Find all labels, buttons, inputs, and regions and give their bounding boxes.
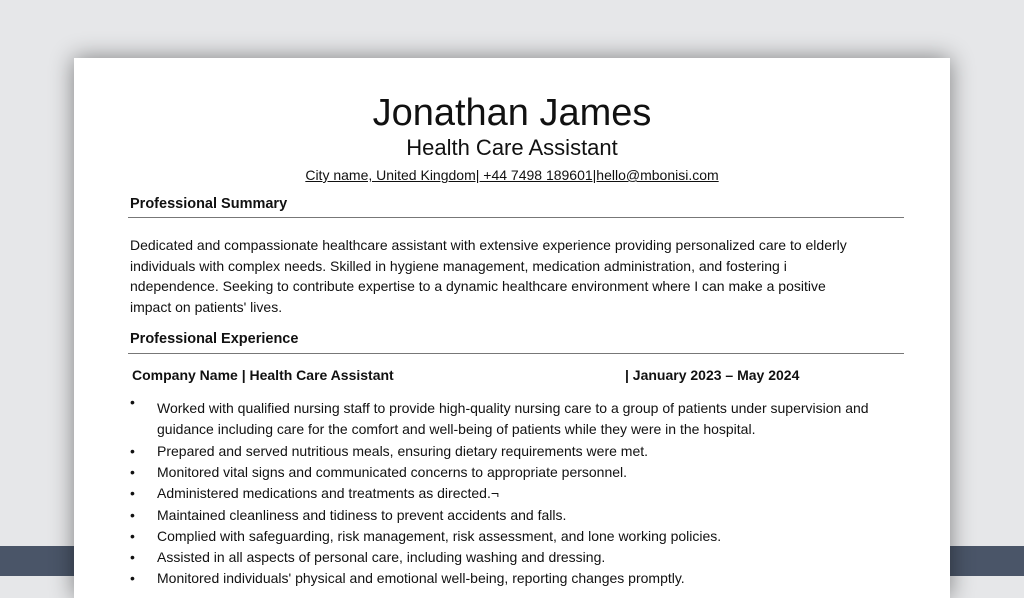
candidate-role: Health Care Assistant bbox=[406, 135, 618, 160]
bullet-icon: • bbox=[130, 549, 135, 565]
candidate-name: Jonathan James bbox=[372, 92, 652, 134]
summary-line: impact on patients' lives. bbox=[130, 299, 283, 316]
summary-paragraph bbox=[130, 235, 900, 318]
bullet-icon: • bbox=[130, 464, 135, 480]
bullet-icon: • bbox=[130, 528, 135, 544]
resume-page bbox=[74, 58, 950, 598]
list-item bbox=[74, 462, 950, 483]
list-item bbox=[74, 483, 950, 504]
list-item bbox=[74, 441, 950, 462]
bullet-text: Worked with qualified nursing staff to provide high-quality nursing care to a group of patients under supervision and guidance including care for the comfort and well-being of patients while they were in the hospital. bbox=[157, 400, 869, 437]
bullet-icon: • bbox=[130, 507, 135, 523]
list-item bbox=[74, 547, 950, 568]
list-item bbox=[74, 568, 950, 589]
bullet-icon: • bbox=[130, 485, 135, 501]
section-divider bbox=[128, 353, 904, 354]
summary-line: individuals with complex needs. Skilled in hygiene management, medication administration, and fostering i bbox=[130, 257, 787, 274]
job-title: Company Name | Health Care Assistant bbox=[132, 367, 394, 383]
job-dates: | January 2023 – May 2024 bbox=[625, 367, 800, 383]
bullet-text: Monitored vital signs and communicated concerns to appropriate personnel. bbox=[157, 464, 628, 480]
section-divider bbox=[128, 217, 904, 218]
bullet-text: Maintained cleanliness and tidiness to prevent accidents and falls. bbox=[157, 507, 567, 523]
list-item bbox=[74, 505, 950, 526]
list-item bbox=[74, 394, 950, 437]
bullet-text: Assisted in all aspects of personal care, including washing and dressing. bbox=[157, 549, 606, 565]
section-heading-summary: Professional Summary bbox=[130, 196, 288, 212]
section-heading-experience: Professional Experience bbox=[130, 331, 299, 347]
bullet-text: Complied with safeguarding, risk management, risk assessment, and lone working policies. bbox=[157, 528, 722, 544]
bullet-text: Prepared and served nutritious meals, ensuring dietary requirements were met. bbox=[157, 443, 649, 459]
bullet-text: Monitored individuals' physical and emotional well-being, reporting changes promptly. bbox=[157, 570, 685, 586]
summary-line: ndependence. Seeking to contribute expertise to a dynamic healthcare environment where I can make a positive bbox=[130, 278, 826, 295]
bullet-icon: • bbox=[130, 443, 135, 459]
contact-line bbox=[74, 166, 950, 184]
list-item bbox=[74, 526, 950, 547]
bullet-icon: • bbox=[130, 570, 135, 586]
bullet-icon: • bbox=[130, 394, 135, 410]
contact-details[interactable]: City name, United Kingdom| +44 7498 189601|hello@mbonisi.com bbox=[305, 167, 719, 183]
bullet-text: Administered medications and treatments as directed.¬ bbox=[157, 485, 500, 501]
summary-line: Dedicated and compassionate healthcare assistant with extensive experience providing personalized care to elderly bbox=[130, 237, 847, 253]
